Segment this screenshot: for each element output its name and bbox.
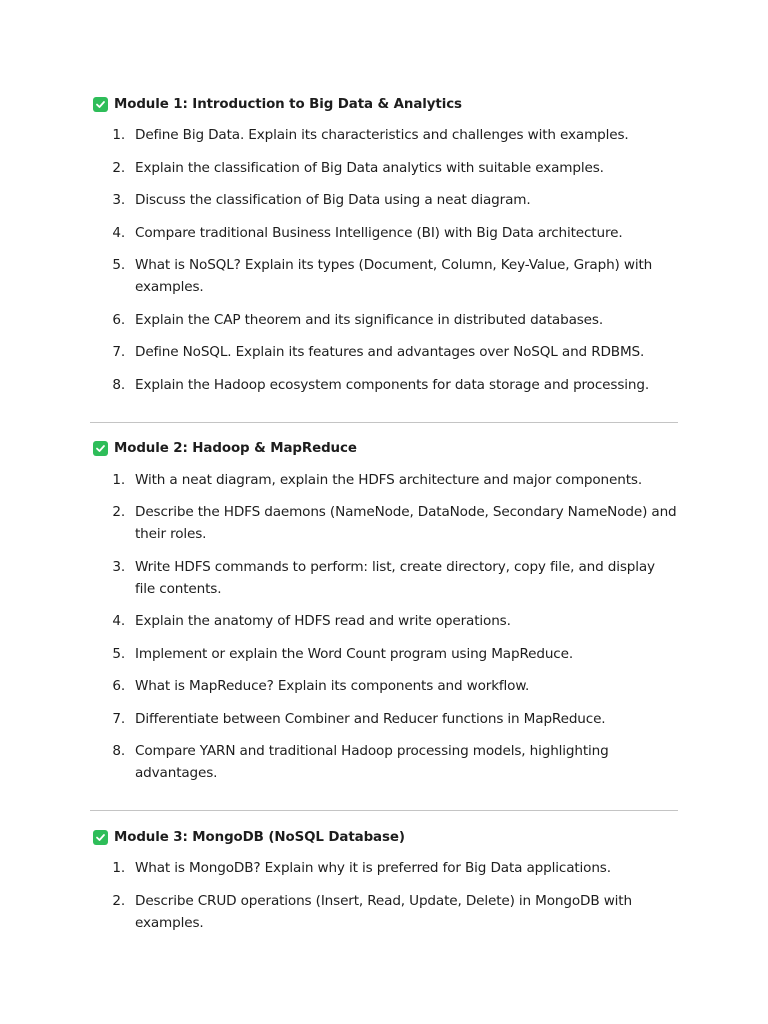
item-number: 5. xyxy=(112,645,125,662)
item-text: With a neat diagram, explain the HDFS architecture and major components. xyxy=(135,471,642,488)
module-title: Module 1: Introduction to Big Data & Analytics xyxy=(114,96,462,112)
item-text: Describe the HDFS daemons (NameNode, DataNode, Secondary NameNode) and their roles. xyxy=(135,504,677,542)
item-text: What is NoSQL? Explain its types (Document, Column, Key-Value, Graph) with examples. xyxy=(135,257,653,295)
item-text: Describe CRUD operations (Insert, Read, Update, Delete) in MongoDB with examples. xyxy=(135,892,632,931)
item-number: 4. xyxy=(112,224,125,241)
item-number: 6. xyxy=(112,678,125,694)
item-number: 5. xyxy=(112,257,125,273)
item-number: 7. xyxy=(112,710,125,727)
section-divider xyxy=(90,422,678,423)
item-text: Define NoSQL. Explain its features and advantages over NoSQL and RDBMS. xyxy=(135,344,645,360)
item-text: What is MapReduce? Explain its components and workflow. xyxy=(135,678,530,694)
list-item xyxy=(90,556,678,600)
item-number: 1. xyxy=(112,471,125,488)
question-list xyxy=(90,469,678,785)
item-text: Implement or explain the Word Count program using MapReduce. xyxy=(135,645,573,662)
list-item xyxy=(90,610,678,632)
section-divider xyxy=(90,810,678,811)
list-item xyxy=(90,643,678,665)
item-text: Compare traditional Business Intelligence (BI) with Big Data architecture. xyxy=(135,224,623,241)
module-heading xyxy=(93,439,678,459)
item-number: 3. xyxy=(112,558,125,575)
module-heading xyxy=(93,94,678,114)
item-text: Define Big Data. Explain its characteristics and challenges with examples. xyxy=(135,127,629,143)
module-2-section xyxy=(90,439,678,785)
list-item xyxy=(90,675,678,697)
list-item xyxy=(90,189,678,211)
item-number: 1. xyxy=(112,860,125,876)
item-number: 7. xyxy=(112,344,125,360)
list-item xyxy=(90,124,678,146)
module-3-section xyxy=(90,827,678,934)
question-list xyxy=(90,857,678,934)
list-item xyxy=(90,374,678,396)
item-text: Explain the classification of Big Data analytics with suitable examples. xyxy=(135,159,604,176)
item-number: 2. xyxy=(112,504,125,520)
item-text: Compare YARN and traditional Hadoop processing models, highlighting advantages. xyxy=(135,743,609,781)
item-number: 8. xyxy=(112,376,125,393)
list-item xyxy=(90,254,678,298)
item-text: Write HDFS commands to perform: list, create directory, copy file, and display file contents. xyxy=(135,558,655,597)
module-heading xyxy=(93,827,678,847)
list-item xyxy=(90,157,678,179)
list-item xyxy=(90,890,678,934)
item-number: 2. xyxy=(112,892,125,909)
item-text: Explain the anatomy of HDFS read and write operations. xyxy=(135,613,511,629)
item-text: What is MongoDB? Explain why it is preferred for Big Data applications. xyxy=(135,860,611,876)
item-text: Discuss the classification of Big Data using a neat diagram. xyxy=(135,192,531,208)
module-title: Module 2: Hadoop & MapReduce xyxy=(114,441,357,456)
list-item xyxy=(90,341,678,363)
list-item xyxy=(90,309,678,331)
module-title: Module 3: MongoDB (NoSQL Database) xyxy=(114,829,405,845)
check-box-icon xyxy=(93,830,108,845)
item-number: 3. xyxy=(112,192,125,208)
list-item xyxy=(90,501,678,545)
module-1-section xyxy=(90,94,678,396)
list-item xyxy=(90,708,678,730)
item-number: 2. xyxy=(112,159,125,176)
list-item xyxy=(90,222,678,244)
list-item xyxy=(90,740,678,784)
check-box-icon xyxy=(93,97,108,112)
item-number: 8. xyxy=(112,743,125,759)
item-text: Explain the Hadoop ecosystem components for data storage and processing. xyxy=(135,376,649,393)
item-number: 1. xyxy=(112,127,125,143)
item-number: 4. xyxy=(112,613,125,629)
list-item xyxy=(90,469,678,491)
list-item xyxy=(90,857,678,879)
check-box-icon xyxy=(93,441,108,456)
item-text: Explain the CAP theorem and its significance in distributed databases. xyxy=(135,311,604,328)
question-list xyxy=(90,124,678,396)
item-text: Differentiate between Combiner and Reducer functions in MapReduce. xyxy=(135,710,606,727)
item-number: 6. xyxy=(112,311,125,328)
